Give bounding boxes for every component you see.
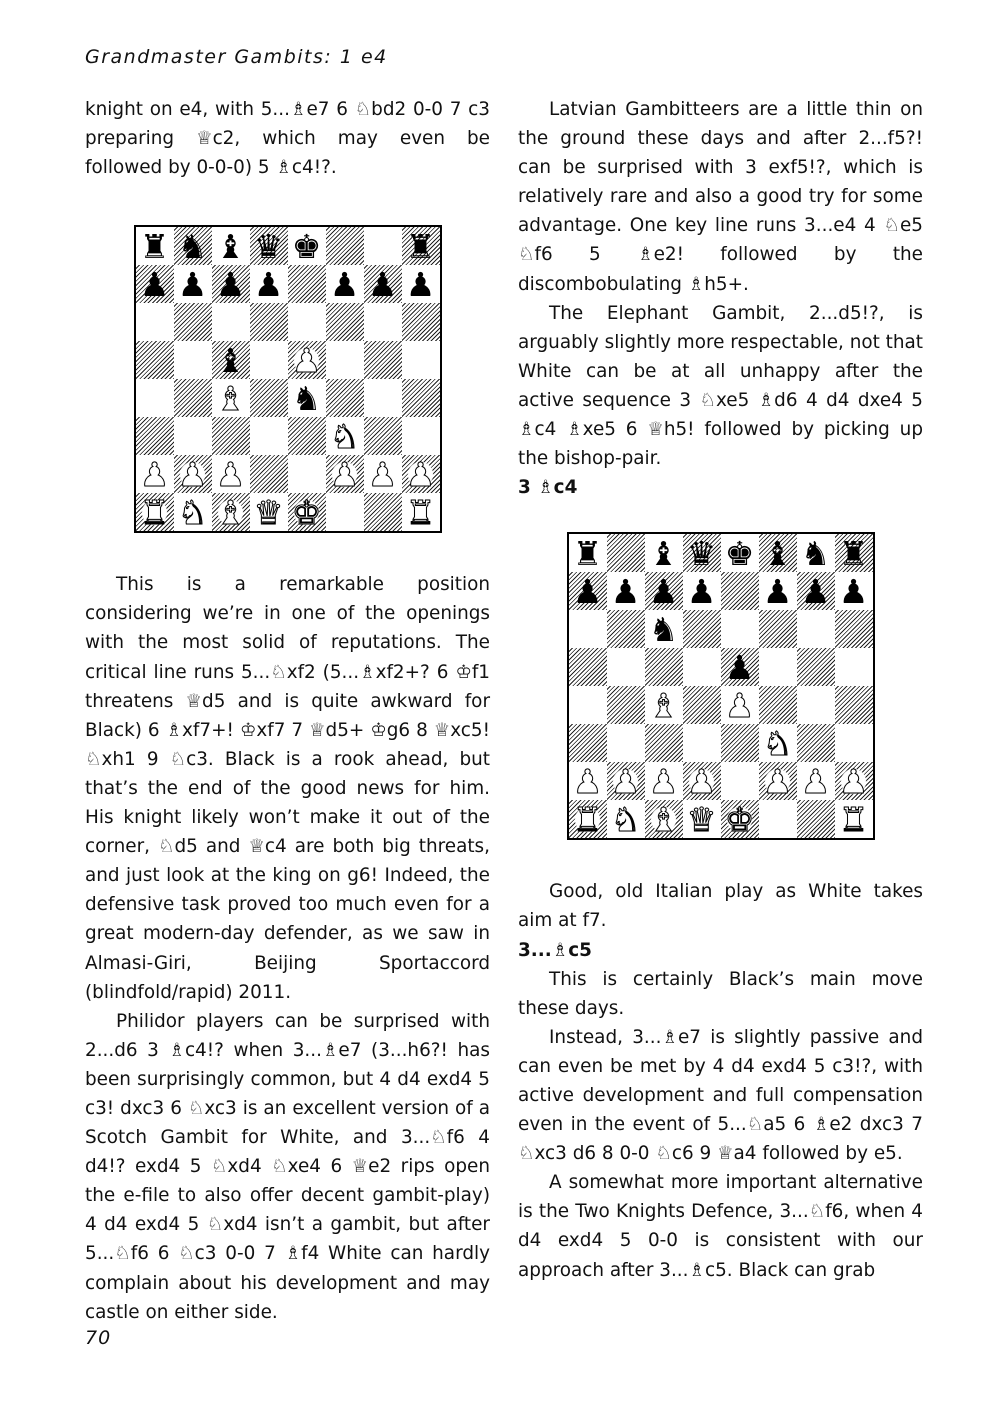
square-a2 <box>136 455 174 493</box>
square-h6 <box>835 610 873 648</box>
white-pawn-icon: ♟ <box>838 761 869 801</box>
paragraph: Philidor players can be surprised with 2...d6 3 ♗c4!? when 3...♗e7 (3...h6?! has been surprisingly common, but 4 d4 exd4 5 c3! dxc3 6 ♘xc3 is an excellent version of a Scotch Gambit for White, and 3...♘f6 4 d4!? exd4 5 ♘xd4 ♘xe4 6 ♕e2 rips open the e-file to also offer decent gambit-play) 4 d4 exd4 5 ♘xd4 isn’t a gambit, but after 5...♘f6 6 ♘c3 0-0 7 ♗f4 White can hardly complain about his development and may castle on either side. <box>85 1010 490 1323</box>
square-e8 <box>721 534 759 572</box>
black-pawn-icon: ♟ <box>610 571 641 611</box>
white-pawn-icon: ♟ <box>367 454 398 494</box>
square-a8 <box>136 227 174 265</box>
white-knight-icon: ♞ <box>329 416 360 456</box>
square-b5 <box>607 648 645 686</box>
square-e7 <box>721 572 759 610</box>
square-e1 <box>288 493 326 531</box>
black-rook-icon: ♜ <box>139 226 170 266</box>
square-d2 <box>683 762 721 800</box>
square-h1 <box>835 800 873 838</box>
left-column <box>85 95 490 1327</box>
square-e8 <box>288 227 326 265</box>
square-f6 <box>326 303 364 341</box>
square-g8 <box>364 227 402 265</box>
square-h4 <box>402 379 440 417</box>
white-king-icon: ♚ <box>724 799 755 839</box>
square-g2 <box>797 762 835 800</box>
square-h6 <box>402 303 440 341</box>
square-f1 <box>759 800 797 838</box>
black-bishop-icon: ♝ <box>648 533 679 573</box>
square-b1 <box>174 493 212 531</box>
square-f4 <box>759 686 797 724</box>
square-e6 <box>288 303 326 341</box>
white-bishop-icon: ♝ <box>648 799 679 839</box>
square-b7 <box>607 572 645 610</box>
square-b4 <box>607 686 645 724</box>
white-pawn-icon: ♟ <box>139 454 170 494</box>
square-e1 <box>721 800 759 838</box>
square-a1 <box>136 493 174 531</box>
square-d4 <box>683 686 721 724</box>
square-c1 <box>212 493 250 531</box>
square-a6 <box>136 303 174 341</box>
square-g1 <box>797 800 835 838</box>
square-f7 <box>326 265 364 303</box>
square-b2 <box>174 455 212 493</box>
square-g8 <box>797 534 835 572</box>
square-h5 <box>402 341 440 379</box>
square-a7 <box>136 265 174 303</box>
square-a5 <box>569 648 607 686</box>
white-pawn-icon: ♟ <box>762 761 793 801</box>
white-bishop-icon: ♝ <box>648 685 679 725</box>
square-c7 <box>212 265 250 303</box>
square-e3 <box>721 724 759 762</box>
square-e5 <box>721 648 759 686</box>
white-pawn-icon: ♟ <box>177 454 208 494</box>
white-pawn-icon: ♟ <box>724 685 755 725</box>
black-pawn-icon: ♟ <box>838 571 869 611</box>
square-a4 <box>569 686 607 724</box>
square-f4 <box>326 379 364 417</box>
square-h2 <box>402 455 440 493</box>
square-d8 <box>683 534 721 572</box>
white-rook-icon: ♜ <box>838 799 869 839</box>
square-d8 <box>250 227 288 265</box>
black-pawn-icon: ♟ <box>367 264 398 304</box>
black-knight-icon: ♞ <box>648 609 679 649</box>
square-h3 <box>402 417 440 455</box>
chess-board <box>134 225 442 533</box>
square-b8 <box>607 534 645 572</box>
square-b4 <box>174 379 212 417</box>
black-pawn-icon: ♟ <box>572 571 603 611</box>
square-h2 <box>835 762 873 800</box>
paragraph: Latvian Gambitteers are a little thin on the ground these days and after 2...f5?! can be surprised with 3 exf5!?, which is relatively rare and also a good try for some advantage. One key line runs 3...e4 4 ♘e5 ♘f6 5 ♗e2! followed by the discombobulating ♗h5+. <box>518 99 923 295</box>
black-rook-icon: ♜ <box>838 533 869 573</box>
black-pawn-icon: ♟ <box>177 264 208 304</box>
square-e6 <box>721 610 759 648</box>
square-f8 <box>326 227 364 265</box>
square-h4 <box>835 686 873 724</box>
square-d6 <box>250 303 288 341</box>
black-pawn-icon: ♟ <box>329 264 360 304</box>
square-b1 <box>607 800 645 838</box>
square-f6 <box>759 610 797 648</box>
square-d7 <box>683 572 721 610</box>
square-f2 <box>759 762 797 800</box>
black-king-icon: ♚ <box>291 226 322 266</box>
square-e4 <box>721 686 759 724</box>
black-pawn-icon: ♟ <box>215 264 246 304</box>
black-pawn-icon: ♟ <box>648 571 679 611</box>
square-f5 <box>759 648 797 686</box>
black-pawn-icon: ♟ <box>762 571 793 611</box>
square-c8 <box>212 227 250 265</box>
white-pawn-icon: ♟ <box>800 761 831 801</box>
square-c4 <box>212 379 250 417</box>
square-c1 <box>645 800 683 838</box>
black-pawn-icon: ♟ <box>686 571 717 611</box>
square-f8 <box>759 534 797 572</box>
square-h7 <box>402 265 440 303</box>
square-b8 <box>174 227 212 265</box>
white-pawn-icon: ♟ <box>215 454 246 494</box>
chess-board <box>567 532 875 840</box>
square-a2 <box>569 762 607 800</box>
white-rook-icon: ♜ <box>139 492 170 532</box>
square-f7 <box>759 572 797 610</box>
square-a7 <box>569 572 607 610</box>
right-column <box>518 95 923 1285</box>
chess-diagram-1 <box>85 225 490 533</box>
white-knight-icon: ♞ <box>610 799 641 839</box>
square-g4 <box>797 686 835 724</box>
square-f1 <box>326 493 364 531</box>
square-e2 <box>721 762 759 800</box>
square-b3 <box>607 724 645 762</box>
square-d1 <box>250 493 288 531</box>
black-bishop-icon: ♝ <box>762 533 793 573</box>
square-f5 <box>326 341 364 379</box>
white-queen-icon: ♛ <box>253 492 284 532</box>
black-knight-icon: ♞ <box>800 533 831 573</box>
square-h5 <box>835 648 873 686</box>
paragraph: The Elephant Gambit, 2...d5!?, is arguably slightly more respectable, not that White can be at all unhappy after the active sequence 3 ♘xe5 ♗d6 4 d4 dxe4 5 ♗c4 ♗xe5 6 ♕h5! followed by picking up the bishop-pair. <box>518 302 924 470</box>
square-h8 <box>835 534 873 572</box>
white-rook-icon: ♜ <box>572 799 603 839</box>
white-knight-icon: ♞ <box>762 723 793 763</box>
white-pawn-icon: ♟ <box>291 340 322 380</box>
square-b6 <box>174 303 212 341</box>
white-bishop-icon: ♝ <box>215 378 246 418</box>
black-pawn-icon: ♟ <box>253 264 284 304</box>
square-g2 <box>364 455 402 493</box>
white-rook-icon: ♜ <box>405 492 436 532</box>
black-bishop-icon: ♝ <box>215 226 246 266</box>
square-b7 <box>174 265 212 303</box>
running-head: Grandmaster Gambits: 1 e4 <box>85 46 388 68</box>
square-a3 <box>569 724 607 762</box>
black-king-icon: ♚ <box>724 533 755 573</box>
square-a3 <box>136 417 174 455</box>
square-b5 <box>174 341 212 379</box>
square-g3 <box>364 417 402 455</box>
square-c6 <box>212 303 250 341</box>
white-king-icon: ♚ <box>291 492 322 532</box>
square-g3 <box>797 724 835 762</box>
square-d3 <box>250 417 288 455</box>
white-pawn-icon: ♟ <box>329 454 360 494</box>
square-g4 <box>364 379 402 417</box>
paragraph: Instead, 3...♗e7 is slightly passive and can even be met by 4 d4 exd4 5 c3!?, with active development and full compensation even in the event of 5...♘a5 6 ♗e2 dxc3 7 ♘xc3 d6 8 0-0 ♘c6 9 ♕a4 followed by e5. <box>518 1026 923 1165</box>
white-pawn-icon: ♟ <box>405 454 436 494</box>
square-d1 <box>683 800 721 838</box>
black-knight-icon: ♞ <box>291 378 322 418</box>
square-a4 <box>136 379 174 417</box>
square-c5 <box>212 341 250 379</box>
square-c4 <box>645 686 683 724</box>
square-c7 <box>645 572 683 610</box>
move-heading: 3...♗c5 <box>518 939 592 961</box>
square-c2 <box>212 455 250 493</box>
black-pawn-icon: ♟ <box>800 571 831 611</box>
square-g7 <box>797 572 835 610</box>
square-c5 <box>645 648 683 686</box>
square-g7 <box>364 265 402 303</box>
square-d5 <box>683 648 721 686</box>
square-c2 <box>645 762 683 800</box>
square-e7 <box>288 265 326 303</box>
square-d4 <box>250 379 288 417</box>
square-c3 <box>212 417 250 455</box>
paragraph: knight on e4, with 5...♗e7 6 ♘bd2 0-0 7 c3 preparing ♕c2, which may even be followed by 0-0-0) 5 ♗c4!?. <box>85 99 490 179</box>
paragraph: This is a remarkable position considering we’re in one of the openings with the most solid of reputations. The critical line runs 5...♘xf2 (5...♗xf2+? 6 ♔f1 threatens ♕d5 and is quite awkward for Black) 6 ♗xf7+! ♔xf7 7 ♕d5+ ♔g6 8 ♕xc5! ♘xh1 9 ♘c3. Black is a rook ahead, but that’s the end of the good news for him. His knight likely won’t make it out of the corner, ♘d5 and ♕c4 are both big threats, and just look at the king on g6! Indeed, the defensive task proved too much even for a great modern-day defender, as we saw in Almasi-Giri, Beijing Sportaccord (blindfold/rapid) 2011. <box>85 574 490 1003</box>
black-pawn-icon: ♟ <box>724 647 755 687</box>
square-c3 <box>645 724 683 762</box>
square-e4 <box>288 379 326 417</box>
page-number: 70 <box>85 1327 112 1349</box>
move-heading: 3 ♗c4 <box>518 477 578 499</box>
square-g5 <box>797 648 835 686</box>
square-h1 <box>402 493 440 531</box>
square-a5 <box>136 341 174 379</box>
chess-diagram-2 <box>518 532 923 840</box>
black-rook-icon: ♜ <box>572 533 603 573</box>
black-bishop-icon: ♝ <box>215 340 246 380</box>
square-h7 <box>835 572 873 610</box>
paragraph: This is certainly Black’s main move these days. <box>518 968 923 1019</box>
square-d5 <box>250 341 288 379</box>
square-d6 <box>683 610 721 648</box>
square-d7 <box>250 265 288 303</box>
square-b2 <box>607 762 645 800</box>
black-rook-icon: ♜ <box>405 226 436 266</box>
square-f3 <box>759 724 797 762</box>
square-h3 <box>835 724 873 762</box>
square-e5 <box>288 341 326 379</box>
white-bishop-icon: ♝ <box>215 492 246 532</box>
white-pawn-icon: ♟ <box>648 761 679 801</box>
square-g6 <box>364 303 402 341</box>
white-knight-icon: ♞ <box>177 492 208 532</box>
square-d3 <box>683 724 721 762</box>
square-g5 <box>364 341 402 379</box>
square-c6 <box>645 610 683 648</box>
white-pawn-icon: ♟ <box>686 761 717 801</box>
square-d2 <box>250 455 288 493</box>
square-e3 <box>288 417 326 455</box>
square-a8 <box>569 534 607 572</box>
square-c8 <box>645 534 683 572</box>
black-knight-icon: ♞ <box>177 226 208 266</box>
white-queen-icon: ♛ <box>686 799 717 839</box>
square-f3 <box>326 417 364 455</box>
paragraph: A somewhat more important alternative is the Two Knights Defence, 3...♘f6, when 4 d4 exd4 5 0-0 is consistent with our approach after 3...♗c5. Black can grab <box>518 1172 923 1281</box>
square-g1 <box>364 493 402 531</box>
square-a1 <box>569 800 607 838</box>
black-pawn-icon: ♟ <box>405 264 436 304</box>
square-h8 <box>402 227 440 265</box>
black-queen-icon: ♛ <box>253 226 284 266</box>
white-pawn-icon: ♟ <box>610 761 641 801</box>
black-pawn-icon: ♟ <box>139 264 170 304</box>
paragraph: Good, old Italian play as White takes aim at f7. <box>518 881 923 932</box>
square-b6 <box>607 610 645 648</box>
square-g6 <box>797 610 835 648</box>
square-e2 <box>288 455 326 493</box>
square-a6 <box>569 610 607 648</box>
white-pawn-icon: ♟ <box>572 761 603 801</box>
black-queen-icon: ♛ <box>686 533 717 573</box>
square-b3 <box>174 417 212 455</box>
square-f2 <box>326 455 364 493</box>
